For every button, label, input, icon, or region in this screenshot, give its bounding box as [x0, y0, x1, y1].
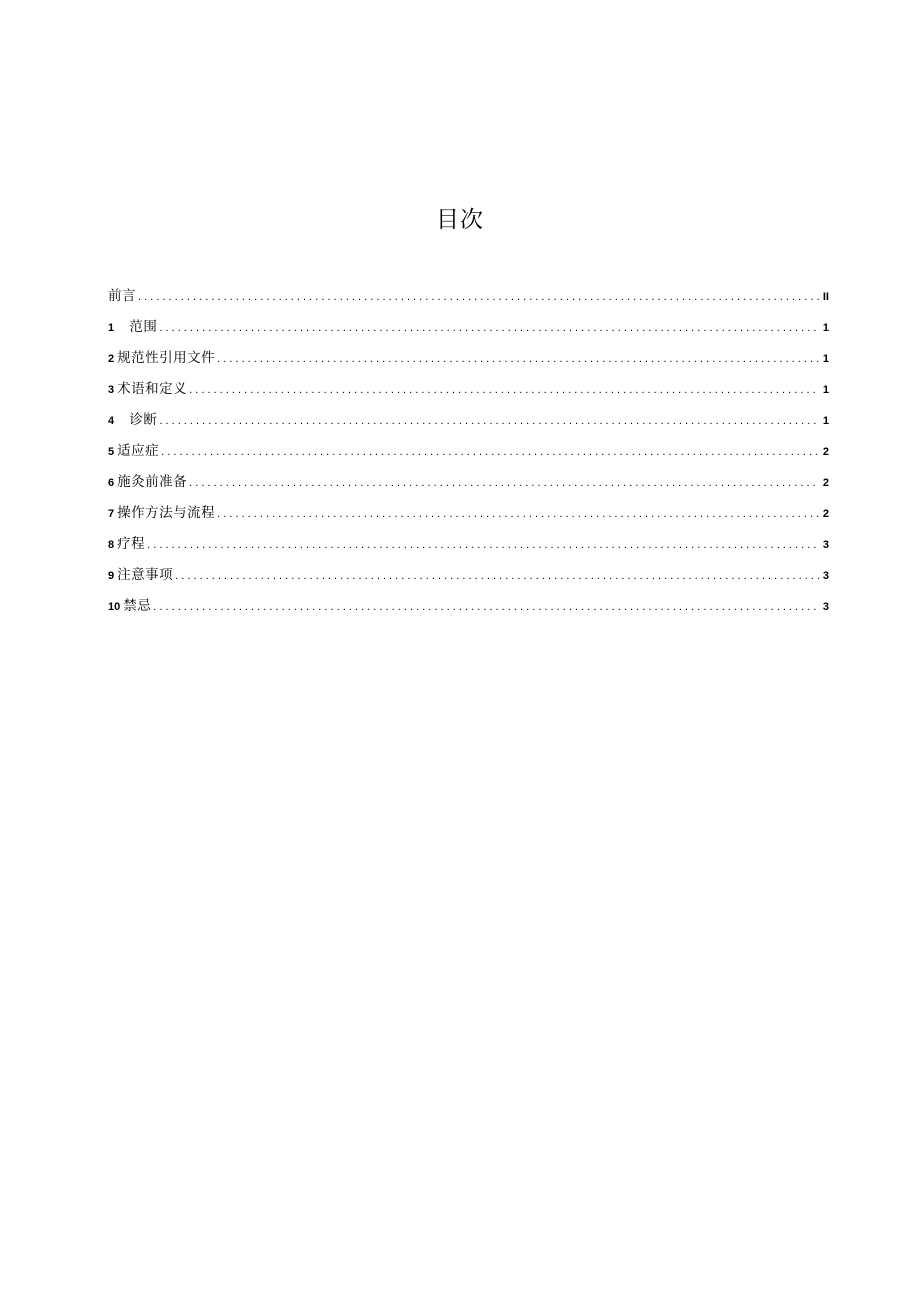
- toc-entry-course-of-treatment[interactable]: [108, 531, 829, 562]
- toc-leader-dots: [147, 532, 819, 558]
- toc-entry-normative-references[interactable]: [108, 345, 829, 376]
- toc-leader-dots: [161, 439, 819, 465]
- table-of-contents: [108, 283, 829, 624]
- toc-leader-dots: [138, 284, 819, 310]
- toc-entry-number: 7: [108, 508, 115, 520]
- toc-entry-page: 2: [822, 508, 829, 520]
- toc-entry-page: 1: [822, 384, 829, 396]
- toc-entry-label: 前言: [108, 288, 136, 304]
- toc-entry-number: 9: [108, 570, 115, 582]
- toc-entry-label: 禁忌: [123, 598, 152, 614]
- toc-entry-number: 6: [108, 477, 115, 489]
- toc-entry-precautions[interactable]: [108, 562, 829, 593]
- toc-entry-label: 施灸前准备: [117, 474, 188, 490]
- toc-entry-label: 疗程: [117, 536, 146, 552]
- toc-entry-number: 3: [108, 384, 115, 396]
- toc-entry-number: 10: [108, 601, 121, 613]
- toc-entry-page: 2: [822, 446, 829, 458]
- toc-entry-operation-method[interactable]: [108, 500, 829, 531]
- toc-entry-contraindications[interactable]: [108, 593, 829, 624]
- toc-leader-dots: [189, 377, 819, 403]
- toc-leader-dots: [159, 408, 819, 434]
- toc-entry-terms-definitions[interactable]: [108, 376, 829, 407]
- toc-entry-page: 3: [822, 601, 829, 613]
- toc-entry-page: 1: [822, 353, 829, 365]
- toc-entry-number: 4: [108, 415, 115, 427]
- toc-leader-dots: [175, 563, 819, 589]
- toc-entry-indications[interactable]: [108, 438, 829, 469]
- toc-entry-number: 2: [108, 353, 115, 365]
- toc-entry-preface[interactable]: [108, 283, 829, 314]
- toc-entry-page: 2: [822, 477, 829, 489]
- toc-entry-label: 注意事项: [117, 567, 174, 583]
- toc-entry-label: 诊断: [129, 412, 158, 428]
- toc-entry-page: 1: [822, 415, 829, 427]
- toc-leader-dots: [189, 470, 819, 496]
- toc-leader-dots: [217, 501, 819, 527]
- toc-entry-page: 3: [822, 570, 829, 582]
- toc-leader-dots: [153, 594, 819, 620]
- toc-leader-dots: [217, 346, 819, 372]
- toc-entry-page: II: [822, 291, 829, 303]
- toc-entry-label: 适应症: [117, 443, 160, 459]
- toc-entry-number: 1: [108, 322, 115, 334]
- toc-entry-preparation[interactable]: [108, 469, 829, 500]
- toc-entry-label: 范围: [129, 319, 158, 335]
- toc-entry-page: 3: [822, 539, 829, 551]
- toc-leader-dots: [159, 315, 819, 341]
- toc-entry-number: 8: [108, 539, 115, 551]
- toc-entry-number: 5: [108, 446, 115, 458]
- toc-title: 目次: [436, 207, 484, 233]
- toc-entry-label: 操作方法与流程: [117, 505, 216, 521]
- toc-entry-scope[interactable]: [108, 314, 829, 345]
- toc-entry-diagnosis[interactable]: [108, 407, 829, 438]
- toc-entry-page: 1: [822, 322, 829, 334]
- toc-entry-label: 术语和定义: [117, 381, 188, 397]
- toc-entry-label: 规范性引用文件: [117, 350, 216, 366]
